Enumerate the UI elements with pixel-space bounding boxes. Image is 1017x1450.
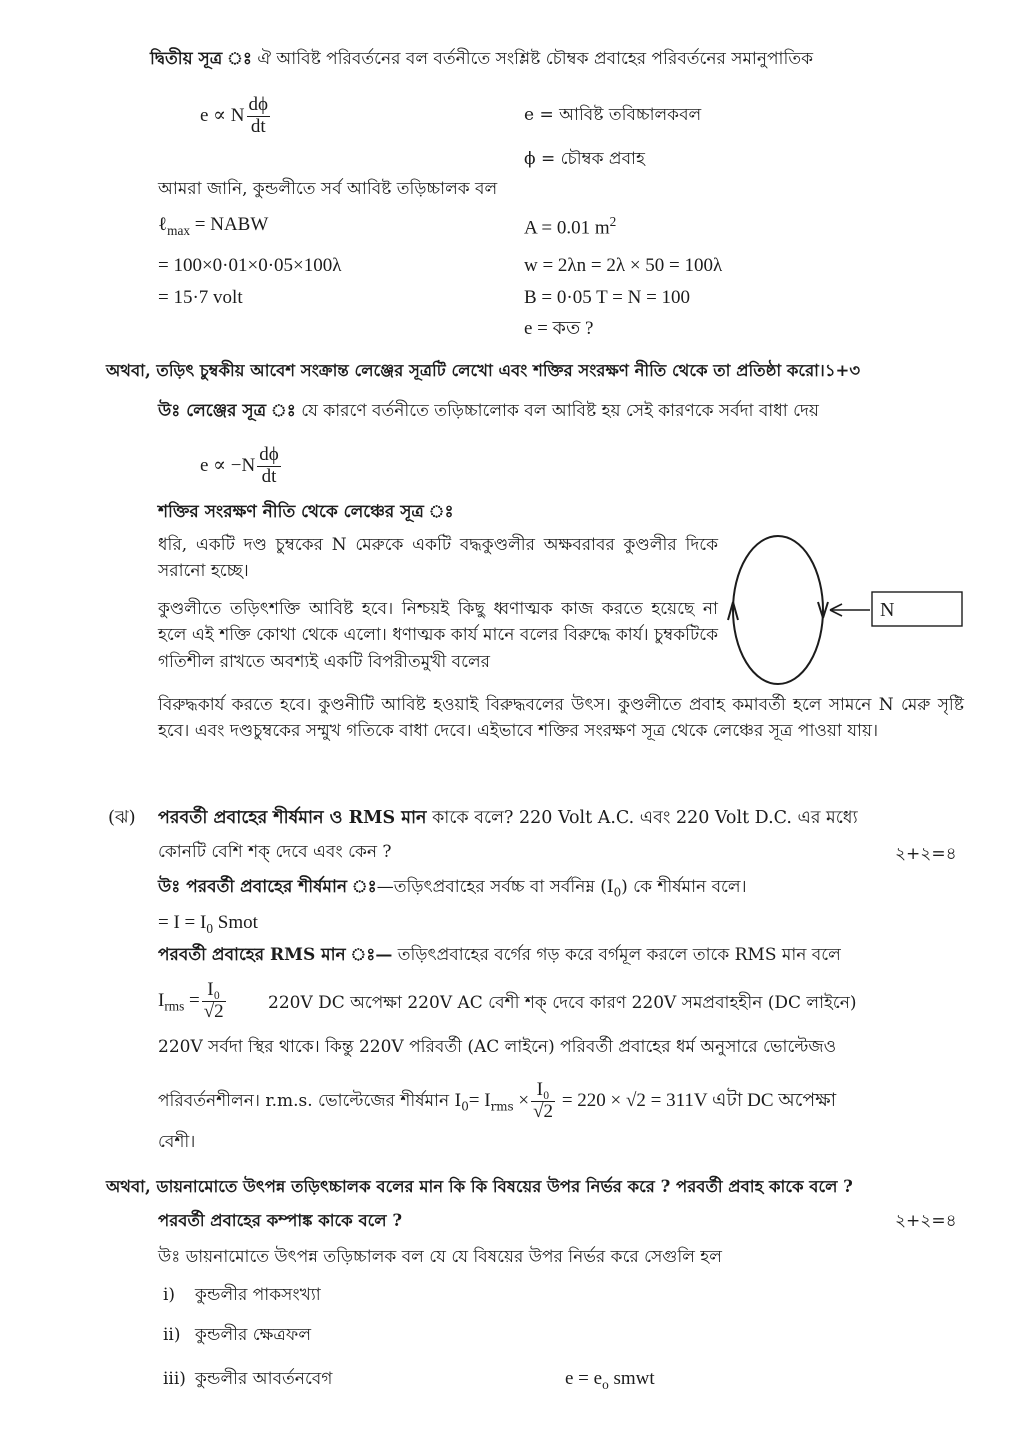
calc-step-1: = 100×0·01×0·05×100λ [158,255,342,276]
coil-loop [733,536,823,684]
rule2-text: ঐ আবিষ্ট পরিবর্তনের বল বর্তনীতে সংশ্লিষ্ট চৌম্বক প্রবাহের পরিবর্তনের সমানুপাতিক [257,49,813,69]
irms-subscript: rms [164,998,185,1014]
def-e: e = আবিষ্ট তবিচ্চালকবল [524,105,702,125]
emax-equation [158,214,268,238]
lenz-question: অথবা, তড়িৎ চুম্বকীয় আবেশ সংক্রান্ত লেঞ্জের সূত্রটি লেখো এবং শক্তির সংরক্ষণ নীতি থেকে তা প্রতিষ্ঠা করো।১+৩ [106,361,861,380]
rule2-heading: দ্বিতীয় সূত্র ঃ [150,49,252,69]
dependency-item-text: কুন্ডলীর পাকসংখ্যা [195,1285,321,1305]
fraction-numerator: I₀ [202,980,226,1002]
question-jha-line1 [158,808,858,828]
emax-subscript: max [167,222,191,238]
rms-heading: পরবর্তী প্রবাহের RMS মান ঃ— [158,945,393,965]
dynamo-question-line2: পরবর্তী প্রবাহের কম্পাঙ্ক কাকে বলে ? [158,1211,402,1230]
peak-eq-end: Smot [213,912,258,933]
dependency-item [163,1326,311,1346]
def-phi: ϕ = চৌম্বক প্রবাহ [524,149,645,169]
fraction-numerator: dϕ [248,94,269,115]
fraction-numerator: I₀ [531,1080,555,1102]
emax-symbol: ℓ [158,214,168,235]
ac-dc-line-a: 220V DC অপেক্ষা 220V AC বেশী শক্ দেবে কারণ 220V সমপ্রবাহহীন (DC লাইনে) [268,993,857,1013]
lenz-dphi-dt-fraction [257,445,281,488]
e-question: e = কত ? [524,318,594,339]
lenz-answer-text: যে কারণে বর্তনীতে তড়িচ্চালোক বল আবিষ্ট হয় সেই কারণকে সর্বদা বাধা দেয় [301,401,819,421]
fraction-numerator: dϕ [259,444,279,465]
dynamo-eq-subscript: o [602,1376,609,1392]
ac-dc-line-d: বেশী। [158,1132,196,1152]
peak-text: —তড়িৎপ্রবাহের সর্বচ্চ বা সর্বনিম্ন (I [376,877,614,897]
lenz-paragraph-1: ধরি, একটি দণ্ড চুম্বকের N মেরুকে একটি বদ্ধকুণ্ডলীর অক্ষবরাবর কুণ্ডলীর দিকে সরানো হচ্ছে। [158,535,718,582]
lenz-answer [158,402,819,422]
line-c-part2: = I [468,1089,491,1111]
dynamo-eq-text: e = e [565,1368,603,1389]
question-jha-line2: কোনটি বেশি শক্ দেবে এবং কেন ? [158,842,392,862]
ac-dc-line-c [158,1080,836,1123]
calc-step-2: = 15·7 volt [158,287,243,308]
line-c-fraction [531,1080,555,1123]
peak-equation [158,912,258,936]
area-value [524,214,616,239]
irms-eq-sign: = [184,989,200,1011]
area-exponent: 2 [609,214,617,229]
dependency-item-number: iii) [163,1369,186,1389]
peak-eq-text: = I = I [158,912,207,933]
dynamo-marks: ২+২=৪ [895,1211,957,1231]
fraction-denominator: dt [250,115,266,137]
dynamo-eq-end: smwt [608,1368,655,1389]
lenz-eq-left: e ∝ −N [200,454,256,476]
dependency-item [163,1286,321,1306]
peak-definition [158,878,747,900]
question-jha-marks: ২+২=৪ [895,844,957,864]
lenz-paragraph-2: কুণ্ডলীতে তড়িৎশক্তি আবিষ্ট হবে। নিশ্চয়ই কিছু ধ্বণাত্মক কাজ করতে হয়েছে না হলে এই শক্তি কোথা থেকে এলো। ধণাত্মক কার্য মানে বলের বিরুদ্ধে কার্য। চুম্বকটিকে গতিশীল রাখতে অবশ্যই একটি বিপরীতমুখী বলের [158,599,718,672]
rule2-line [150,50,813,70]
faraday-equation [200,95,272,138]
irms-equation [158,980,228,1023]
rms-definition [158,946,841,966]
lenz-paragraph-3: বিরুদ্ধকার্য করতে হবে। কুণ্ডনীটি আবিষ্ট হওয়াই বিরুদ্ধবলের উৎস। কুণ্ডলীতে প্রবাহ কমাবর্তী হলে সামনে N মেরু সৃষ্টি হবে। এবং দণ্ডচুম্বকের সম্মুখ গতিকে বাধা দেবে। এইভাবে শক্তির সংরক্ষণ সূত্র থেকে লেঞ্চের সূত্র পাওয়া যায়। [158,695,964,742]
lenz-answer-heading: উঃ লেঞ্জের সূত্র ঃ [158,401,296,421]
irms-symbol: I [158,989,165,1011]
line-c-part1: পরিবর্তনশীলন। r.m.s. ভোল্টেজের শীর্ষমান I [158,1090,462,1111]
dependency-item-text: কুন্ডলীর আবর্তনবেগ [195,1369,333,1389]
dynamo-answer: উঃ ডায়নামোতে উৎপন্ন তড়িচ্চালক বল যে যে বিষয়ের উপর নির্ভর করে সেগুলি হল [158,1247,722,1267]
question-jha-rest: কাকে বলে? 220 Volt A.C. এবং 220 Volt D.C. এর মধ্যে [426,808,858,828]
faraday-eq-left: e ∝ N [200,104,245,126]
dynamo-equation [565,1368,655,1392]
dependency-item-number: ii) [163,1325,181,1345]
dependency-item [163,1370,332,1390]
lenz-equation [200,445,283,488]
emax-rhs: = NABW [190,214,269,235]
dependency-item-number: i) [163,1285,176,1305]
peak-text-end: ) কে শীর্ষমান বলে। [621,877,747,897]
area-text: A = 0.01 m [524,217,610,239]
dependency-item-text: কুন্ডলীর ক্ষেত্রফল [195,1325,312,1345]
peak-heading: উঃ পরবর্তী প্রবাহের শীর্ষমান ঃ [158,877,377,897]
fraction-denominator: dt [261,465,277,487]
conservation-heading: শক্তির সংরক্ষণ নীতি থেকে লেঞ্চের সূত্র ঃ [158,502,454,522]
line-c-part3: × [513,1089,530,1111]
known-statement: আমরা জানি, কুন্ডলীতে সর্ব আবিষ্ট তড়িচ্চালক বল [158,179,498,199]
peak-subscript: 0 [613,885,622,900]
line-c-sub2: rms [490,1099,514,1114]
fraction-denominator: √2 [203,1000,224,1022]
line-c-part4: = 220 × √2 = 311V এটা DC অপেক্ষা [557,1089,837,1111]
rms-text: তড়িৎপ্রবাহের বর্গের গড় করে বর্গমূল করলে তাকে RMS মান বলে [392,945,841,965]
dynamo-question-line1: অথবা, ডায়নামোতে উৎপন্ন তড়িৎচ্চালক বলের মান কি কি বিষয়ের উপর নির্ভর করে ? পরবর্তী প্রবাহ কাকে বলে ? [106,1177,853,1196]
question-jha-bold: পরবর্তী প্রবাহের শীর্ষমান ও RMS মান [158,808,427,828]
irms-fraction [202,980,226,1023]
omega-value: w = 2λn = 2λ × 50 = 100λ [524,255,723,276]
fraction-denominator: √2 [533,1100,554,1122]
question-jha-number: (ঝ) [108,807,136,828]
peak-eq-subscript: 0 [206,920,213,936]
coil-magnet-diagram [720,530,970,700]
dphi-dt-fraction [247,95,271,138]
ac-dc-line-b: 220V সর্বদা স্থির থাকে। কিন্তু 220V পরিবর্তী (AC লাইনে) পরিবর্তী প্রবাহের ধর্ম অনুসারে ভোল্টেজও [158,1037,837,1057]
bfield-value: B = 0·05 T = N = 100 [524,287,691,308]
line-c-sub1: 0 [461,1099,469,1114]
magnet-north-label: N [880,599,895,621]
